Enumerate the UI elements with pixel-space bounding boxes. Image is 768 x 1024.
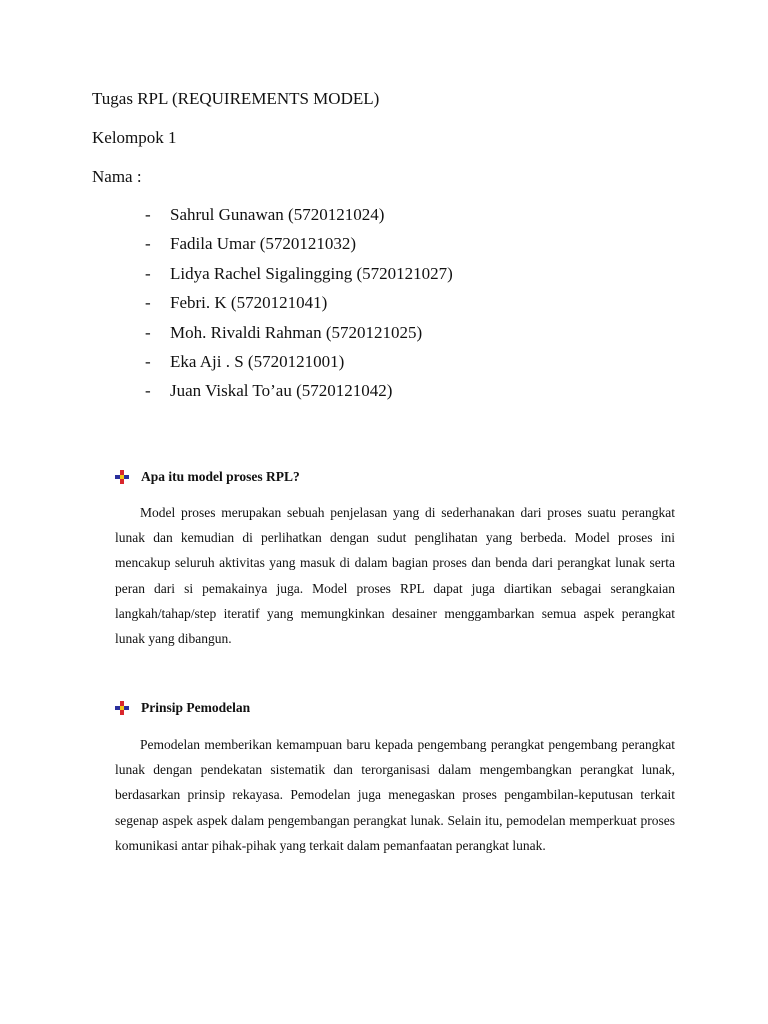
name-label: Nama :: [92, 167, 142, 186]
section-heading-text: Apa itu model proses RPL?: [141, 469, 300, 484]
section-heading-prinsip-pemodelan: [115, 700, 250, 716]
section-heading-model-proses: [115, 469, 300, 485]
list-item: [145, 291, 453, 320]
group-label: Kelompok 1: [92, 128, 177, 147]
member-name: Juan Viskal To’au (5720121042): [170, 381, 393, 401]
dash-bullet: -: [145, 322, 151, 342]
member-list: [145, 203, 453, 409]
member-name: Febri. K (5720121041): [170, 293, 328, 313]
member-name: Fadila Umar (5720121032): [170, 234, 357, 254]
dash-bullet: -: [145, 234, 151, 254]
dash-bullet: -: [145, 381, 151, 401]
list-item: [145, 262, 453, 291]
dash-bullet: -: [145, 205, 151, 224]
list-item: [145, 379, 453, 408]
list-item: [145, 232, 453, 261]
list-item: [145, 321, 453, 350]
member-name: Lidya Rachel Sigalingging (5720121027): [170, 263, 453, 283]
list-item: [145, 203, 453, 232]
cross-bullet-icon: [115, 701, 129, 715]
section-paragraph-model-proses: Model proses merupakan sebuah penjelasan yang di sederhanakan dari proses suatu perangkat lunak dan kemudian di perlihatkan dengan sudut penglihatan yang berbeda. Model proses ini mencakup seluruh aktivitas yang masuk di dalam bagian proses dan benda dari perangkat lunak serta peran dari si pemakainya juga. Model proses RPL dapat juga diartikan sebagai serangkaian langkah/tahap/step iteratif yang memungkinkan desainer menggambarkan semua aspek perangkat lunak yang dibangun.: [115, 505, 675, 647]
cross-bullet-icon: [115, 470, 129, 484]
member-name: Sahrul Gunawan (5720121024): [170, 205, 385, 224]
member-name: Eka Aji . S (5720121001): [170, 351, 345, 371]
section-heading-text: Prinsip Pemodelan: [141, 700, 251, 715]
document-title: Tugas RPL (REQUIREMENTS MODEL): [92, 89, 380, 108]
member-name: Moh. Rivaldi Rahman (5720121025): [170, 322, 423, 342]
section-paragraph-prinsip-pemodelan: Pemodelan memberikan kemampuan baru kepada pengembang perangkat pengembang perangkat lunak dengan pendekatan sistematik dan terorganisasi dalam mengembangkan perangkat lunak, berdasarkan prinsip rekayasa. Pemodelan juga menegaskan proses pengambilan-keputusan terkait segenap aspek aspek dalam pengembangan perangkat lunak. Selain itu, pemodelan memperkuat proses komunikasi antar pihak-pihak yang terkait dalam pemanfaatan perangkat lunak.: [115, 737, 675, 853]
list-item: [145, 350, 453, 379]
dash-bullet: -: [145, 263, 151, 283]
dash-bullet: -: [145, 351, 151, 371]
dash-bullet: -: [145, 293, 151, 313]
